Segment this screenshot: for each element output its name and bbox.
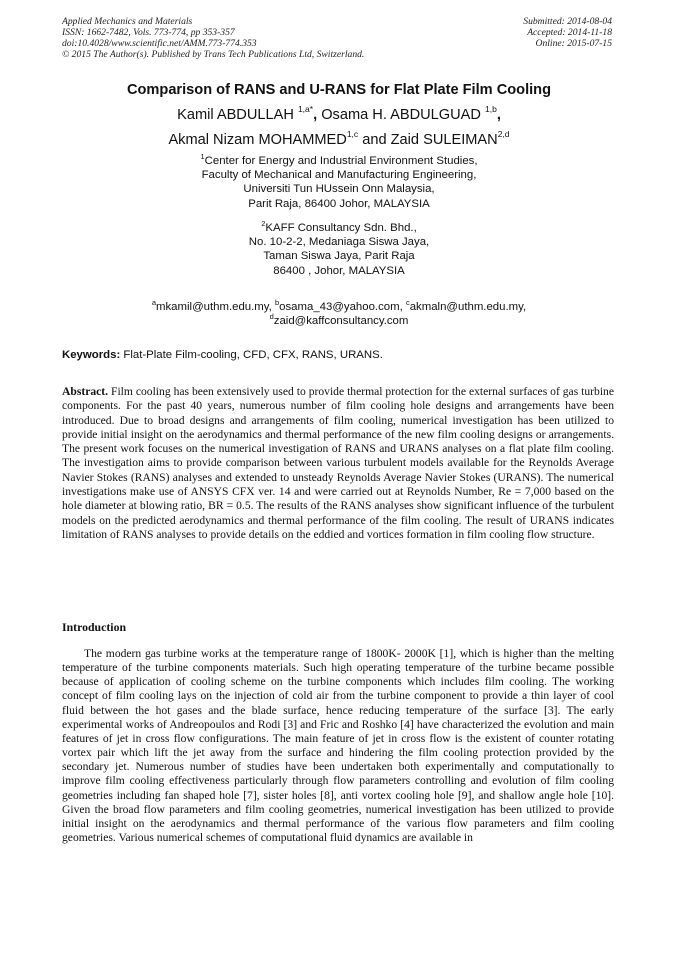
keywords-text: Flat-Plate Film-cooling, CFD, CFX, RANS, URANS. [120,349,383,361]
paper-title: Comparison of RANS and U-RANS for Flat Plate Film Cooling [126,82,552,98]
abstract [62,385,614,542]
affiliation-line: Faculty of Mechanical and Manufacturing Engineering, [201,169,477,182]
email-marker: a [151,298,156,307]
author-separator: , [496,107,501,123]
email-marker: c [405,298,410,307]
affiliation-line: 86400 , Johor, MALAYSIA [273,264,405,277]
author-marker: 2,d [497,129,510,139]
affiliation-line: Taman Siswa Jaya, Parit Raja [263,250,415,263]
affiliation-line: No. 10-2-2, Medaniaga Siswa Jaya, [248,236,430,249]
journal-header [62,16,462,60]
affiliation-line: KAFF Consultancy Sdn. Bhd., [265,222,417,234]
email-list [40,300,638,328]
author-marker: 1,a* [297,104,314,114]
email-d[interactable]: zaid@kaffconsultancy.com [273,315,409,328]
email-b[interactable]: osama_43@yahoo.com, [279,301,406,313]
keywords [62,349,618,361]
journal-name: Applied Mechanics and Materials [62,16,193,27]
author-name: Kamil ABDULLAH [177,107,294,123]
affiliation-2 [40,221,638,278]
author-name: Zaid SULEIMAN [390,132,498,148]
author-separator: , [313,107,322,123]
affiliation-number: 2 [261,219,266,228]
email-c[interactable]: akmaln@uthm.edu.my, [409,301,527,313]
affiliation-1 [40,154,638,211]
affiliation-line: Parit Raja, 86400 Johor, MALAYSIA [248,197,430,210]
email-marker: d [269,312,274,322]
dates-header [412,16,612,49]
affiliation-line: Center for Energy and Industrial Environment Studies, [204,155,478,167]
copyright-line: © 2015 The Author(s). Published by Trans Tech Publications Ltd, Switzerland. [62,49,365,60]
introduction-paragraph: The modern gas turbine works at the temperature range of 1800K- 2000K [1], which is higher than the melting temperature of the turbine components materials. Such high operating temperature of the turbine became possible because of application of cooling scheme on the turbine components which includes film cooling. The working concept of film cooling lays on the injection of cold air from the turbine component to provide a thin layer of cool fluid between the hot gases and the blade surface, hence reducing temperature of the surface [3]. The early experimental works of Andreopoulos and Rodi [3] and Fric and Roshko [4] have characterized the evolution and main features of jet in cross flow configurations. The main feature of jet in cross flow is the existent of counter rotating vortex pair which lift the jet away from the surface and hindering the film cooling protection provided by the secondary jet. Numerous number of studies have been undertaken both experimentally and computationally to improve film cooling effectiveness particularly through flow parameters controlling and evolution of film cooling geometries including fan shaped hole [7], sister holes [8], anti vortex cooling hole [9], and shallow angle hole [10]. Given the broad flow parameters and film cooling geometries, numerical investigation has been utilized to provide initial insight on the aerodynamics and thermal performance of the various flow parameters and film cooling geometries. Various numerical schemes of computational fluid dynamics are available in [62,647,614,845]
affiliation-line: Universiti Tun HUssein Onn Malaysia, [243,183,435,196]
affiliation-number: 1 [200,152,205,161]
email-a[interactable]: mkamil@uthm.edu.my, [156,301,275,313]
author-name: Akmal Nizam MOHAMMED [168,132,347,148]
issn-line: ISSN: 1662-7482, Vols. 773-774, pp 353-357 [62,27,235,38]
introduction-heading: Introduction [62,620,127,634]
author-separator: and [358,132,391,148]
doi-line[interactable]: doi:10.4028/www.scientific.net/AMM.773-774.353 [62,38,257,49]
author-marker: 1,b [485,104,497,114]
submitted-date: Submitted: 2014-08-04 [523,16,612,27]
abstract-label: Abstract. [62,385,109,398]
online-date: Online: 2015-07-15 [535,38,612,49]
author-marker: 1,c [346,129,359,139]
abstract-text: Film cooling has been extensively used to provide thermal protection for the external surfaces of gas turbine components. For the past 40 years, numerous number of film cooling hole designs and arrangements have been introduced. Due to broad designs and arrangements of film cooling, numerical investigation has been utilized to provide initial insight on the aerodynamics and thermal performance of the new film cooling designs or arrangements. The present work focuses on the numerical investigation of RANS and URANS analyses on a flat plate film cooling. The investigation aims to provide comparison between various turbulent models available for the Reynolds Average Navier Stokes (RANS) analyses and extended to unsteady Reynolds Average Navier Stokes (URANS). The numerical investigations make use of ANSYS CFX ver. 14 and were carried out at Reynolds Number, Re = 7,000 based on the hole diameter at blowing ratio, BR = 0.5. The results of the RANS analyses show significant influence of the turbulent models on the predicted aerodynamics and thermal performance of the film cooling. The result of URANS indicates limitation of RANS analyses to provide details on the eddied and vortices formation in film cooling flow structure. [62,385,614,541]
author-list [40,103,638,153]
email-marker: b [274,298,280,307]
accepted-date: Accepted: 2014-11-18 [527,27,612,38]
author-name: Osama H. ABDULGUAD [321,107,481,123]
keywords-label: Keywords: [62,349,121,361]
